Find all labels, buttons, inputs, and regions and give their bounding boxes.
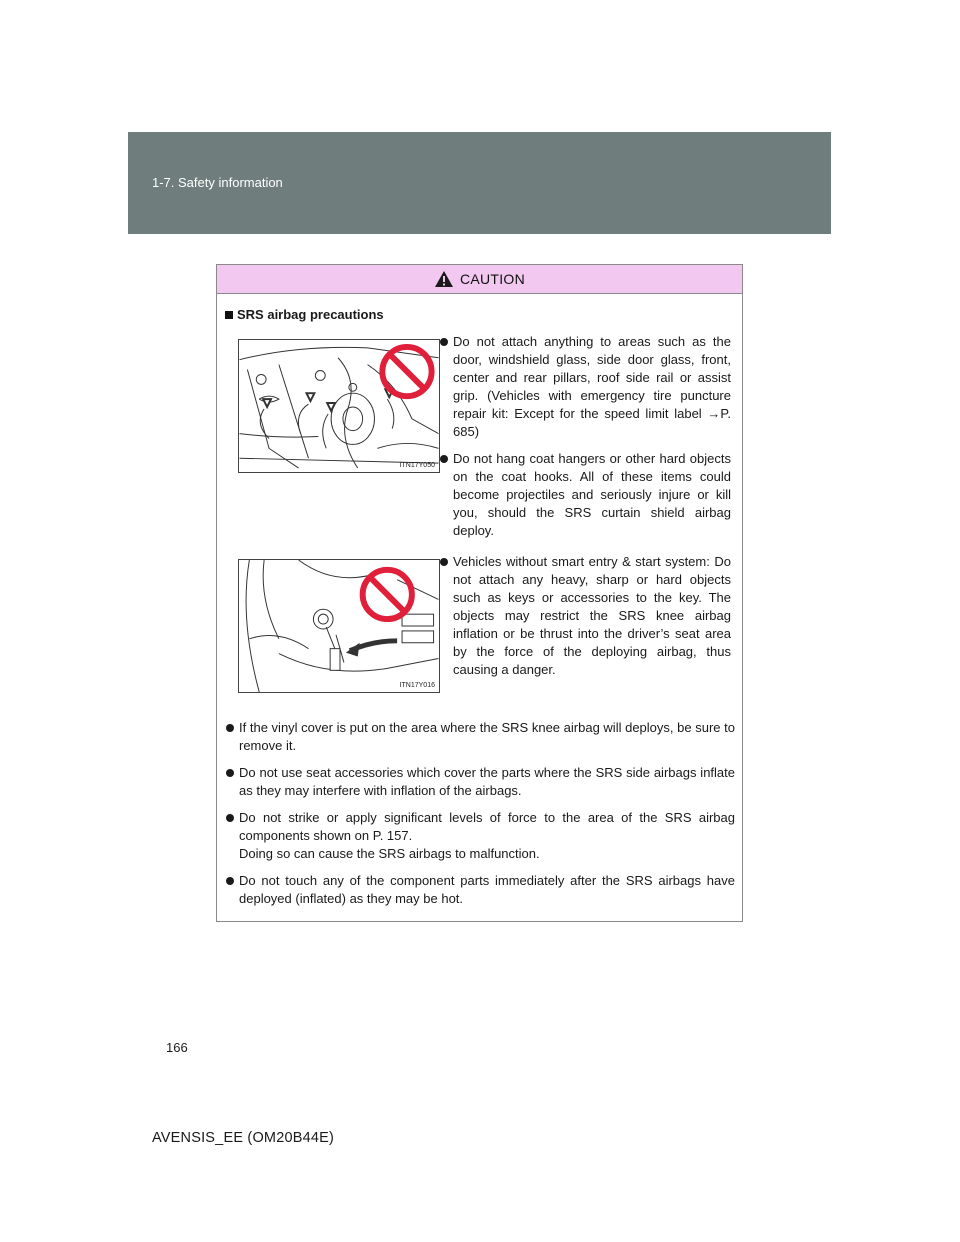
caution-title: CAUTION xyxy=(459,271,526,287)
page-number: 166 xyxy=(166,1040,188,1055)
list-item xyxy=(225,809,735,863)
list-item-text: If the vinyl cover is put on the area where the SRS knee airbag will deploys, be sure to remove it. xyxy=(239,720,735,753)
figure-interior-pillars xyxy=(238,339,440,473)
subheading xyxy=(225,307,384,322)
prohibition-sign-icon xyxy=(363,570,412,619)
list-item xyxy=(225,764,735,800)
square-bullet-icon xyxy=(225,311,233,319)
warning-triangle-icon xyxy=(434,270,454,288)
figure-key-accessories xyxy=(238,559,440,693)
section-title: 1-7. Safety information xyxy=(152,175,283,190)
list-item xyxy=(225,872,735,908)
list-item-text: Do not use seat accessories which cover the parts where the SRS side airbags inflate as they may interfere with inflation of the airbags. xyxy=(239,765,735,798)
side-bullets-group-2 xyxy=(439,553,731,688)
list-item xyxy=(225,719,735,755)
full-width-bullets xyxy=(225,719,735,917)
side-bullets-group-1 xyxy=(439,333,731,549)
list-item: Do not hang coat hangers or other hard objects on the coat hooks. All of these items could become projectiles and seriously injure or kill you, should the SRS curtain shield airbag deploy. xyxy=(439,450,731,540)
list-item-text: Do not strike or apply significant levels of force to the area of the SRS airbag components shown on P. 157. xyxy=(239,810,735,843)
list-item-text: Do not touch any of the component parts immediately after the SRS airbags have deployed (inflated) as they may be hot. xyxy=(239,873,735,906)
figure-code: ITN17Y050 xyxy=(399,462,435,469)
interior-pillars-illustration xyxy=(239,340,439,472)
figure-code: ITN17Y016 xyxy=(399,682,435,689)
key-accessories-illustration xyxy=(239,560,439,692)
list-item-text: Doing so can cause the SRS airbags to malfunction. xyxy=(239,846,540,861)
caution-box xyxy=(216,264,743,922)
model-code: AVENSIS_EE (OM20B44E) xyxy=(152,1130,335,1146)
prohibition-sign-icon xyxy=(382,347,431,396)
caution-header xyxy=(217,265,742,294)
subheading-text: SRS airbag precautions xyxy=(237,307,384,322)
list-item: Do not attach anything to areas such as the door, windshield glass, side door glass, front, center and rear pillars, roof side rail or assist grip. (Vehicles with emergency tire puncture repair kit: Except for the speed limit label →P. 685) xyxy=(439,333,731,441)
list-item: Vehicles without smart entry & start system: Do not attach any heavy, sharp or hard objects such as keys or accessories to the key. The objects may restrict the SRS knee airbag inflation or be thrust into the driver’s seat area by the force of the deploying airbag, thus causing a danger. xyxy=(439,553,731,679)
